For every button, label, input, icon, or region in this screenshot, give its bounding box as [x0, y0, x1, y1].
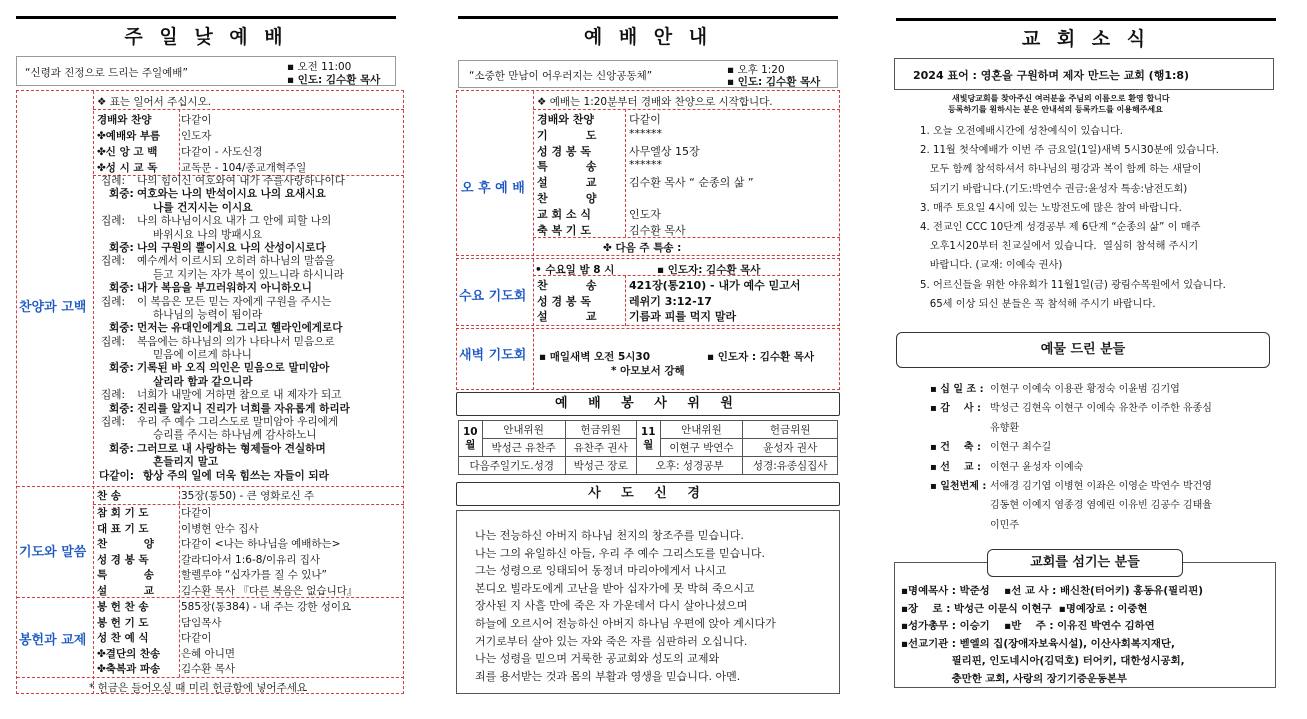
- group-label-praise: 찬양과 고백: [19, 300, 87, 315]
- pm-order-row-value: 김수환 목사: [629, 223, 686, 237]
- reading-text: 승리를 주시는 하나님께 감사하노니: [153, 429, 317, 442]
- pm-label: 오 후 예 배: [461, 181, 525, 196]
- reading-speaker: 회중:: [109, 241, 134, 254]
- order-row-key: ✤성 시 교 독: [97, 162, 158, 174]
- order-row-key: 설 교: [97, 584, 154, 597]
- creed-line: 거기로부터 살아 있는 자와 죽은 자를 심판하러 오십니다.: [475, 634, 748, 648]
- welcome-line-2: 등록하기를 원하시는 분은 안내석의 등록카드를 이용해주세요: [948, 105, 1163, 114]
- right-section-title: 교 회 소 식: [1021, 28, 1151, 50]
- wed-time: • 수요일 밤 8 시: [535, 264, 615, 276]
- reading-text: 이 복음은 모든 믿는 자에게 구원을 주시는: [137, 295, 332, 308]
- pm-order-row-key: 성 경 봉 독: [537, 144, 591, 158]
- creed-line: 죄를 용서받는 것과 몸의 부활과 영생을 믿습니다. 아멘.: [475, 669, 741, 683]
- news-item: 1. 오늘 오전예배시간에 성찬예식이 있습니다.: [920, 126, 1124, 137]
- creed-text: [475, 527, 776, 685]
- reading-speaker: 집례:: [101, 416, 126, 429]
- news-list: [920, 122, 1226, 314]
- dawn-label: 새벽 기도회: [459, 348, 527, 363]
- news-item: 바랍니다. (교재: 이예숙 권사): [920, 260, 1063, 272]
- order-row-key: 찬 양: [97, 538, 154, 550]
- svc-c4: 윤성자 권사: [743, 439, 838, 457]
- creed-line: 나는 그의 유일하신 아들, 우리 주 예수 그리스도를 믿습니다.: [475, 546, 765, 560]
- news-item: 2. 11월 첫삭예배가 이번 주 금요일(1일)새벽 5시30분에 있습니다.: [920, 145, 1219, 157]
- reading-text: 내가 복음을 부끄러워하지 아니하오니: [137, 282, 312, 295]
- left-motto: “신령과 진정으로 드리는 주일예배”: [25, 67, 188, 79]
- order-row-key: ✤결단의 찬송: [97, 647, 161, 660]
- offering-row-value: 유향환: [990, 422, 1019, 434]
- reading-text: 나의 힘이신 여호와여 내가 주를사랑하나이다: [137, 175, 345, 187]
- dawn-series: * 아모보서 강해: [611, 365, 685, 377]
- order-row-key: ✤예배와 부름: [97, 130, 161, 142]
- order-row-value: 김수환 목사: [181, 663, 236, 675]
- pm-order-row-key: 교 회 소 식: [537, 207, 591, 221]
- news-item: 4. 전교인 CCC 10단계 성경공부 제 6단계 “순종의 삶” 이 매주: [920, 222, 1201, 234]
- order-row-key: 참 회 기 도: [97, 507, 149, 519]
- hymn-value: 35장(통50) - 큰 영화로신 주: [181, 490, 315, 502]
- order-row-value: 다같이: [181, 507, 212, 519]
- pm-order-row-key: 설 교: [537, 176, 597, 190]
- order-row-value: 김수환 목사 『다른 복음은 없습니다』: [181, 584, 358, 597]
- svc-f4: 성경:유종심집사: [743, 457, 838, 475]
- dawn-leader: ▪ 인도자 : 김수환 목사: [707, 351, 815, 363]
- reading-speaker: 회중:: [109, 322, 134, 335]
- order-row-value: 다같이: [181, 114, 212, 126]
- offering-title: 예물 드린 분들: [896, 332, 1270, 368]
- servers-box: [894, 555, 1276, 688]
- server-line: 필리핀, 인도네시아(김덕호) 터어키, 대한성시공회,: [901, 655, 1185, 668]
- server-line: ▪장 로 : 박성근 이문식 이현구 ▪명예장로 : 이중현: [901, 602, 1148, 615]
- order-row-key: 성 찬 예 식: [97, 632, 149, 644]
- reading-speaker: 회중:: [109, 282, 134, 295]
- dawn-time: ▪ 매일새벽 오전 5시30: [539, 351, 651, 363]
- news-item: 되기기 바랍니다.(기도:박연수 권금:윤성자 특송:남전도회): [920, 183, 1188, 195]
- left-order-box: [16, 90, 404, 694]
- order-row-key: 봉 헌 기 도: [97, 616, 149, 629]
- creed-line: 나는 전능하신 아버지 하나님 천지의 창조주를 믿습니다.: [475, 529, 744, 542]
- left-top-rule: [16, 16, 396, 19]
- reading-text: 여호와는 나의 반석이시요 나의 요새시요: [137, 188, 326, 201]
- servers-list: [901, 583, 1203, 689]
- creed-line: 그는 성령으로 잉태되어 동정녀 마리아에게서 나시고: [475, 564, 727, 578]
- month-nov: 11 월: [636, 421, 660, 457]
- reading-text: 복음에는 하나님의 의가 나타나서 믿음으로: [137, 335, 335, 348]
- middle-time: ▪ 오후 1:20: [727, 64, 785, 76]
- reading-text: 예수께서 이르시되 오히려 하나님의 말씀을: [137, 255, 335, 268]
- pm-order-row-key: 기 도: [537, 128, 597, 142]
- reading-text: 나의 구원의 뿔이시요 나의 산성이시로다: [137, 241, 326, 254]
- order-row-value: 교독문 - 104/종교개혁주일: [181, 162, 307, 174]
- pm-order-row-key: 축 복 기 도: [537, 223, 591, 237]
- order-row-key: ✤축복과 파송: [97, 663, 161, 675]
- svc-c1: 박성근 유찬주: [482, 439, 565, 457]
- reading-speaker: 회중:: [109, 402, 134, 415]
- order-row-value: 585장(통384) - 내 주는 강한 성이요: [181, 601, 352, 613]
- server-line: ▪명예목사 : 박준성 ▪선 교 사 : 배신찬(터어키) 홍동유(필리핀): [901, 585, 1204, 597]
- reading-text: 그러므로 내 사랑하는 형제들아 견실하며: [137, 442, 326, 455]
- pm-service-box: [456, 90, 840, 256]
- offering-footer-note: * 헌금은 들어오실 때 미리 헌금함에 넣어주세요: [89, 682, 307, 694]
- server-line: 충만한 교회, 사랑의 장기기증운동본부: [901, 672, 1128, 685]
- hymn-key: 찬 송: [97, 490, 121, 502]
- order-row-key: 성 경 봉 독: [97, 553, 149, 566]
- news-item: 3. 매주 토요일 4시에 있는 노방전도에 많은 참여 바랍니다.: [920, 202, 1182, 214]
- dawn-service-box: [456, 328, 840, 390]
- left-motto-box: [16, 56, 396, 86]
- offering-row-key: ▪ 감 사 :: [930, 403, 981, 415]
- offering-row-key: ▪ 십 일 조 :: [930, 384, 984, 395]
- creed-line: 본디오 빌라도에게 고난을 받아 십자가에 못 박혀 죽으시고: [475, 581, 755, 595]
- order-row-value: 할렐루야 “십자가를 질 수 있나”: [181, 569, 327, 581]
- reading-speaker: 집례:: [101, 255, 126, 268]
- creed-line: 나는 성령을 믿으며 거룩한 공교회와 성도의 교제와: [475, 652, 720, 666]
- creed-box: [456, 510, 840, 694]
- pm-order-row-value: 사무엘상 15장: [629, 144, 700, 158]
- order-row-key: 경배와 찬양: [97, 114, 152, 126]
- left-leader: ▪ 인도: 김수환 목사: [287, 74, 381, 86]
- middle-motto: “소중한 만남이 어우러지는 신앙공동체”: [469, 70, 653, 82]
- offering-row-value: 이현구 최수길: [990, 442, 1052, 454]
- reading-text: 하나님의 능력이 됨이라: [153, 308, 263, 321]
- svc-h4: 헌금위원: [743, 421, 838, 439]
- server-line: ▪성가총무 : 이승기 ▪반 주 : 이유진 박연수 김하연: [901, 620, 1155, 633]
- reading-text: 믿음에 이르게 하나니: [153, 349, 252, 362]
- middle-top-rule: [458, 16, 838, 19]
- reading-text: 살리라 함과 같으니라: [153, 375, 253, 388]
- svc-f1: 다음주일기도.성경: [459, 457, 566, 475]
- reading-speaker: 회중:: [109, 442, 134, 455]
- group-label-prayer: 기도와 말씀: [19, 545, 87, 560]
- order-row-value: 다같이: [181, 632, 212, 644]
- offering-row-key: ▪ 건 축 :: [930, 442, 981, 454]
- wed-label: 수요 기도회: [459, 289, 527, 304]
- order-row-value: 인도자: [181, 130, 212, 142]
- offering-row-value: 박성근 김현옥 이현구 이예숙 유찬주 이주한 유종심: [990, 403, 1212, 415]
- reading-speaker: 회중:: [109, 188, 134, 201]
- news-item: 65세 이상 되신 분들은 꼭 참석해 주시기 바랍니다.: [920, 298, 1156, 310]
- reading-speaker: 집례:: [101, 295, 126, 308]
- pm-order-row-value: 인도자: [629, 207, 661, 221]
- pm-order-row-value: ******: [629, 158, 662, 172]
- middle-leader: ▪ 인도: 김수환 목사: [727, 76, 821, 88]
- offering-row-value: 김동현 이예지 염종경 염예린 이유빈 김공수 김태율: [990, 500, 1212, 512]
- svc-h2: 헌금위원: [565, 421, 636, 439]
- creed-line: 장사된 지 사흘 만에 죽은 자 가운데서 다시 살아나셨으며: [475, 599, 748, 613]
- service-committee-table: [458, 420, 838, 475]
- left-section-title: 주 일 낮 예 배: [124, 26, 288, 48]
- wed-order-row-key: 찬 송: [537, 279, 597, 292]
- order-row-value: 다같이 <나는 하나님을 예배하는>: [181, 538, 341, 550]
- next-special: ✤ 다음 주 특송 :: [603, 242, 682, 254]
- offering-row-key: ▪ 일천번제 :: [930, 480, 987, 492]
- right-top-rule: [896, 18, 1276, 21]
- news-item: 5. 어르신들을 위한 야유회가 11월1일(금) 광림수목원에서 있습니다.: [920, 279, 1226, 291]
- server-line: ▪선교기관 : 벧엘의 집(장애자보육시설), 이산사회복지재단,: [901, 637, 1175, 650]
- wed-order-row-value: 레위기 3:12-17: [629, 294, 712, 308]
- reading-text: 나를 건지시는 이시요: [153, 201, 253, 214]
- reading-text: 흔들리지 말고: [153, 456, 219, 469]
- month-oct: 10 월: [459, 421, 483, 457]
- left-time: ▪ 오전 11:00: [287, 61, 352, 73]
- middle-section-title: 예 배 안 내: [583, 26, 713, 48]
- svc-c2: 유찬주 권사: [565, 439, 636, 457]
- news-item: 모두 함께 참석하셔서 하나님의 평강과 복이 함께 하는 새달이: [920, 164, 1202, 176]
- wed-order-row-value: 기름과 피를 먹지 말라: [629, 310, 737, 324]
- reading-text: 듣고 지키는 자가 복이 있느니라 하시니라: [153, 268, 344, 281]
- reading-speaker: 집례:: [101, 175, 126, 187]
- offering-row-value: 이현구 이예숙 이용관 황정숙 이윤범 김기엽: [990, 384, 1180, 395]
- creed-title: 사 도 신 경: [456, 482, 840, 506]
- wed-order-row-key: 성 경 봉 독: [537, 294, 591, 308]
- reading-text: 너희가 내말에 거하면 참으로 내 제자가 되고: [137, 389, 342, 402]
- news-item: 오후1시20부터 친교실에서 있습니다. 열심히 참석해 주시기: [920, 241, 1199, 253]
- reading-text: 기록된 바 오직 의인은 믿음으로 말미암아: [137, 362, 330, 375]
- pm-order-row-value: 다같이: [629, 113, 661, 126]
- offering-row-key: ▪ 선 교 :: [930, 461, 981, 473]
- svc-f2: 박성근 장로: [565, 457, 636, 475]
- svc-h3: 안내위원: [660, 421, 743, 439]
- order-row-value: 다같이 - 사도신경: [181, 146, 263, 158]
- offering-row-value: 서애경 김기엽 이병현 이좌은 이영순 박연수 박건영: [990, 480, 1212, 492]
- pm-order-row-value: 김수환 목사 “ 순종의 삶 ”: [629, 176, 754, 190]
- middle-motto-box: [458, 60, 838, 88]
- reading-speaker: 회중:: [109, 362, 134, 375]
- left-standing-note: ❖ 표는 일어서 주십시오.: [97, 96, 212, 108]
- svc-h1: 안내위원: [482, 421, 565, 439]
- offering-row-value: 이현구 윤성자 이예숙: [990, 461, 1084, 473]
- pm-order-row-key: 찬 양: [537, 191, 597, 205]
- creed-line: 하늘에 오르시어 전능하신 아버지 하나님 우편에 앉아 계시다가: [475, 616, 776, 630]
- reading-text: 먼저는 유대인에게요 그리고 헬라인에게로다: [137, 322, 343, 335]
- reading-speaker: 집례:: [101, 215, 126, 228]
- order-row-value: 담임목사: [181, 616, 222, 629]
- order-row-value: 은혜 아니면: [181, 647, 236, 660]
- reading-speaker: 다같이:: [99, 469, 134, 482]
- servers-title: 교회를 섬기는 분들: [987, 549, 1183, 577]
- wed-service-box: [456, 258, 840, 326]
- wed-leader: ▪ 인도자: 김수환 목사: [657, 264, 761, 276]
- pm-order-row-key: 경배와 찬양: [537, 113, 594, 126]
- welcome-line-1: 새빛당교회를 찾아주신 여러분을 주님의 이름으로 환영 합니다: [952, 94, 1170, 103]
- service-committee-title: 예 배 봉 사 위 원: [456, 392, 840, 416]
- motto-banner: [894, 58, 1274, 90]
- offering-row-value: 이민주: [990, 519, 1019, 531]
- order-row-key: 특 송: [97, 569, 154, 581]
- svc-c3: 이현구 박연수: [660, 439, 743, 457]
- year-motto: 2024 표어 : 영혼을 구원하며 제자 만드는 교회 (행1:8): [913, 69, 1190, 82]
- order-row-key: 대 표 기 도: [97, 522, 149, 535]
- reading-text: 나의 하나님이시요 내가 그 안에 피할 나의: [137, 215, 332, 228]
- svc-f3: 오후: 성경공부: [636, 457, 743, 475]
- order-row-value: 이병현 안수 집사: [181, 522, 259, 535]
- pm-order-row-key: 특 송: [537, 160, 597, 174]
- order-row-value: 갈라디아서 1:6-8/이유리 집사: [181, 553, 321, 566]
- wed-order-row-key: 설 교: [537, 310, 597, 324]
- group-label-offering: 봉헌과 교제: [19, 633, 87, 648]
- reading-text: 우리 주 예수 그리스도로 말미암아 우리에게: [137, 416, 339, 429]
- pm-order-row-value: ******: [629, 126, 662, 140]
- reading-text: 바위시요 나의 방패시요: [153, 228, 263, 241]
- wed-order-row-value: 421장(통210) - 내가 예수 믿고서: [629, 279, 801, 292]
- pm-note: ❖ 예배는 1:20분부터 경배와 찬양으로 시작합니다.: [537, 96, 773, 108]
- reading-text: 진리를 알지니 진리가 너희를 자유롭게 하리라: [137, 402, 350, 415]
- order-row-key: ✤신 앙 고 백: [97, 146, 158, 158]
- order-row-key: 봉 헌 찬 송: [97, 601, 149, 613]
- reading-speaker: 집례:: [101, 335, 126, 348]
- reading-speaker: 집례:: [101, 389, 126, 402]
- reading-text: 항상 주의 일에 더욱 힘쓰는 자들이 되라: [143, 469, 329, 482]
